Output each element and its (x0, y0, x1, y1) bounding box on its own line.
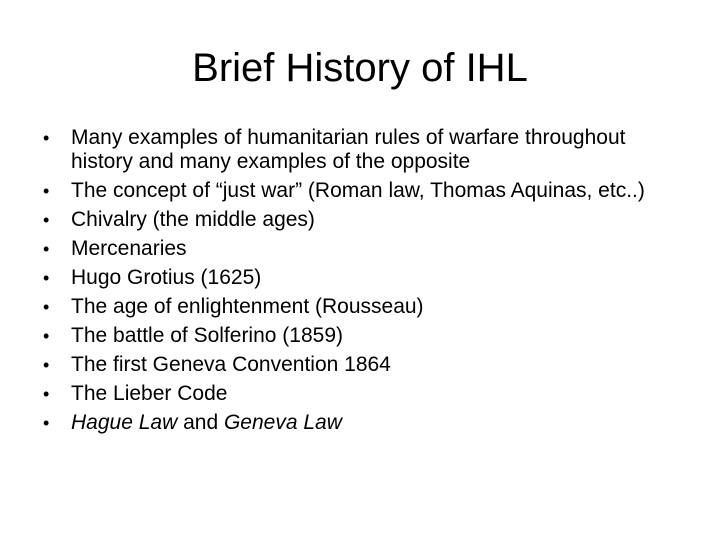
bullet-text (71, 411, 688, 435)
bullet-dot-icon: • (43, 181, 50, 201)
bullet-dot-icon: • (43, 355, 50, 375)
bullet-item (38, 237, 688, 261)
bullet-dot-icon: • (43, 384, 50, 404)
bullet-text: Chivalry (the middle ages) (71, 208, 315, 231)
bullet-dot-icon: • (43, 128, 50, 148)
bullet-item (38, 382, 688, 406)
bullet-dot-icon: • (43, 326, 50, 346)
bullet-dot-icon: • (43, 210, 50, 230)
bullet-text: The concept of “just war” (Roman law, Thomas Aquinas, etc..) (71, 179, 645, 202)
bullet-dot-icon: • (43, 268, 50, 288)
bullet-item (38, 295, 688, 319)
slide-title: Brief History of IHL (192, 46, 528, 90)
and-text: and (177, 411, 224, 434)
bullet-item (38, 126, 688, 174)
bullet-text: The first Geneva Convention 1864 (71, 353, 391, 376)
bullet-text: Many examples of humanitarian rules of warfare throughout history and many examples of the opposite (71, 126, 626, 173)
bullet-text: The Lieber Code (71, 382, 228, 405)
bullet-text: Mercenaries (71, 237, 187, 260)
hague-law-text: Hague Law (71, 411, 178, 434)
bullet-item (38, 266, 688, 290)
bullet-item (38, 208, 688, 232)
bullet-item (38, 411, 688, 435)
bullet-text: The age of enlightenment (Rousseau) (71, 295, 424, 318)
bullet-dot-icon: • (43, 413, 50, 433)
bullet-item (38, 353, 688, 377)
geneva-law-text: Geneva Law (223, 411, 342, 434)
bullet-dot-icon: • (43, 297, 50, 317)
bullet-text: Hugo Grotius (1625) (71, 266, 262, 289)
bullet-text: The battle of Solferino (1859) (71, 324, 343, 347)
bullet-dot-icon: • (43, 239, 50, 259)
bullet-item (38, 179, 688, 203)
bullet-item (38, 324, 688, 348)
bullet-list (38, 126, 688, 440)
